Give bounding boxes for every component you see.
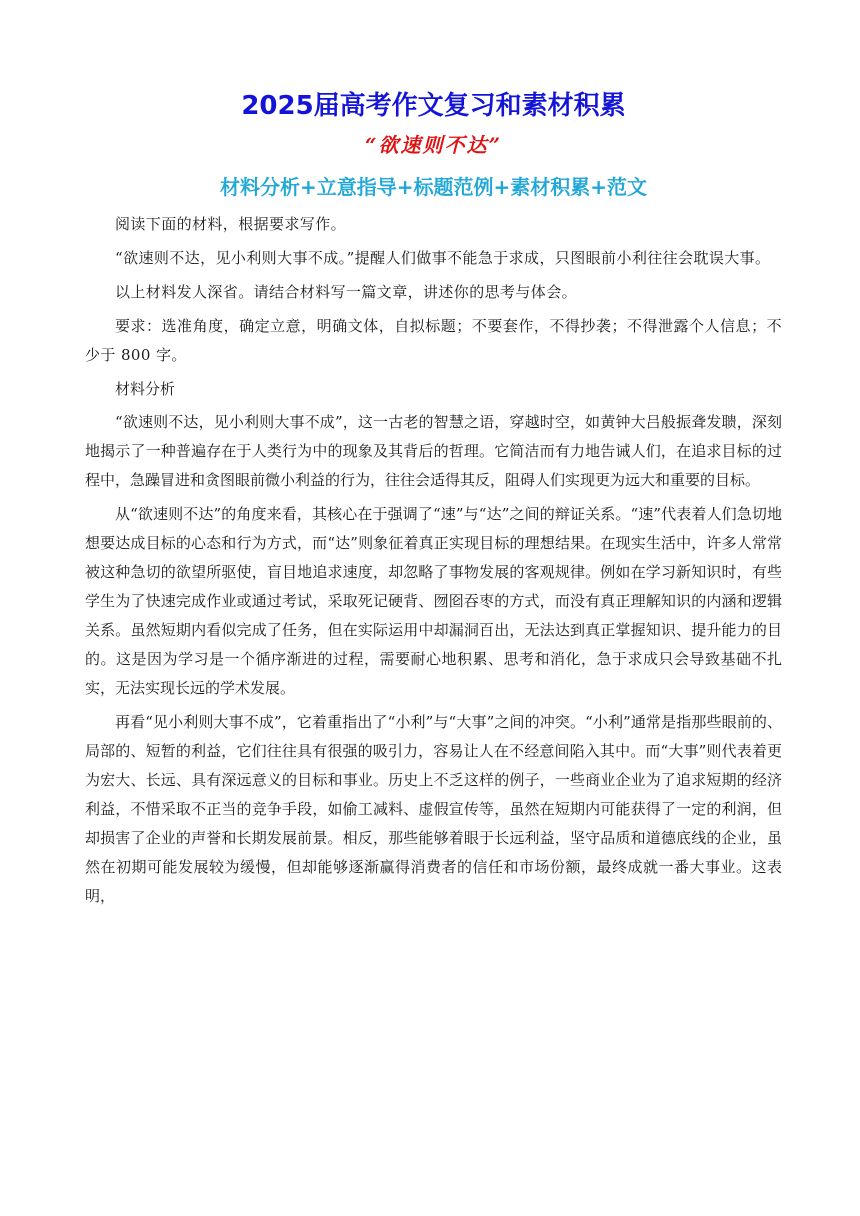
analysis-paragraph: “欲速则不达，见小利则大事不成”，这一古老的智慧之语，穿越时空，如黄钟大吕般振聋发聩，深刻地揭示了一种普遍存在于人类行为中的现象及其背后的哲理。它简洁而有力地告诫人们，在追求目标的过程中，急躁冒进和贪图眼前微小利益的行为，往往会适得其反，阻碍人们实现更为远大和重要的目标。: [85, 413, 782, 489]
material-quote-paragraph: “欲速则不达，见小利则大事不成。”提醒人们做事不能急于求成，只图眼前小利往往会耽误大事。: [115, 249, 771, 267]
document-title: 2025届高考作文复习和素材积累: [241, 91, 626, 121]
instruction-paragraph: 阅读下面的材料，根据要求写作。: [115, 215, 347, 233]
prompt-paragraph: 以上材料发人深省。请结合材料写一篇文章，讲述你的思考与体会。: [115, 283, 578, 301]
analysis-paragraph: 从“欲速则不达”的角度来看，其核心在于强调了“速”与“达”之间的辩证关系。“速”代表着人们急切地想要达成目标的心态和行为方式，而“达”则象征着真正实现目标的理想结果。在现实生活中，许多人常常被这种急切的欲望所驱使，盲目地追求速度，却忽略了事物发展的客观规律。例如在学习新知识时，有些学生为了快速完成作业或通过考试，采取死记硬背、囫囵吞枣的方式，而没有真正理解知识的内涵和逻辑关系。虽然短期内看似完成了任务，但在实际运用中却漏洞百出，无法达到真正掌握知识、提升能力的目的。这是因为学习是一个循序渐进的过程，需要耐心地积累、思考和消化，急于求成只会导致基础不扎实，无法实现长远的学术发展。: [85, 505, 782, 697]
analysis-paragraph: 再看“见小利则大事不成”，它着重指出了“小利”与“大事”之间的冲突。“小利”通常是指那些眼前的、局部的、短暂的利益，它们往往具有很强的吸引力，容易让人在不经意间陷入其中。而“大事”则代表着更为宏大、长远、具有深远意义的目标和事业。历史上不乏这样的例子，一些商业企业为了追求短期的经济利益，不惜采取不正当的竞争手段，如偷工减料、虚假宣传等，虽然在短期内可能获得了一定的利润，但却损害了企业的声誉和长期发展前景。相反，那些能够着眼于长远利益，坚守品质和道德底线的企业，虽然在初期可能发展较为缓慢，但却能够逐渐赢得消费者的信任和市场份额，最终成就一番大事业。这表明，: [85, 713, 782, 905]
analysis-heading: 材料分析: [115, 380, 176, 398]
document-subtitle: “欲速则不达”: [364, 133, 502, 157]
sections-overview: 材料分析+立意指导+标题范例+素材积累+范文: [219, 175, 648, 199]
requirements-paragraph: 要求：选准角度，确定立意，明确文体，自拟标题；不要套作，不得抄袭；不得泄露个人信息；不少于 800 字。: [85, 317, 782, 364]
document-content: [85, 82, 782, 916]
